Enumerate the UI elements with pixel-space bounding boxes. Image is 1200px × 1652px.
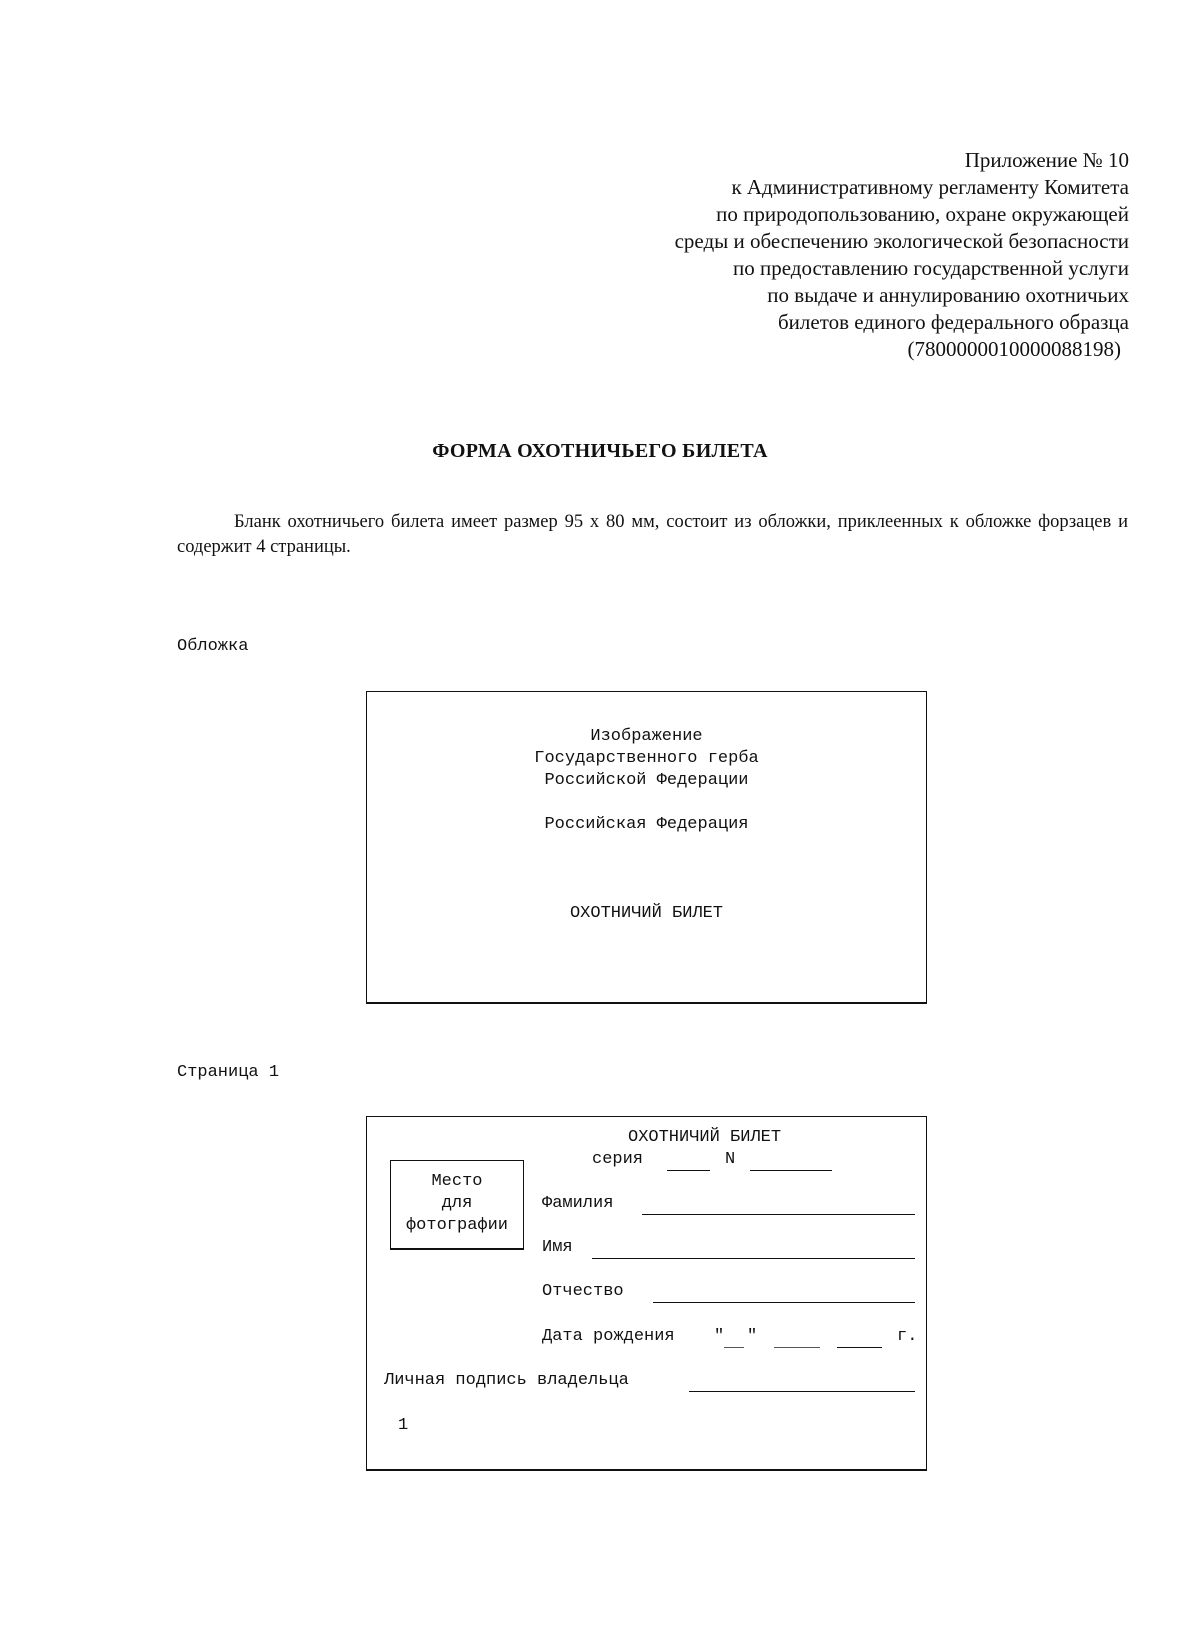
appendix-line: к Административному регламенту Комитета bbox=[731, 175, 1129, 199]
cover-ticket-title: ОХОТНИЧИЙ БИЛЕТ bbox=[569, 904, 724, 923]
series-field[interactable] bbox=[667, 1170, 710, 1171]
name-field[interactable] bbox=[592, 1258, 915, 1259]
appendix-line: билетов единого федерального образца bbox=[778, 310, 1129, 334]
photo-placeholder-line: для bbox=[441, 1194, 473, 1213]
surname-label: Фамилия bbox=[542, 1194, 614, 1213]
page1-label: Страница 1 bbox=[177, 1063, 280, 1082]
number-field[interactable] bbox=[750, 1170, 832, 1171]
page1-form bbox=[366, 1116, 927, 1471]
emblem-placeholder-line: Российской Федерации bbox=[544, 771, 749, 790]
birth-month-field[interactable] bbox=[774, 1347, 820, 1348]
name-label: Имя bbox=[542, 1238, 573, 1257]
number-label: N bbox=[725, 1150, 736, 1169]
surname-field[interactable] bbox=[642, 1214, 915, 1215]
photo-placeholder-line: фотографии bbox=[405, 1216, 509, 1235]
cover-country: Российская Федерация bbox=[544, 815, 749, 834]
appendix-line: Приложение № 10 bbox=[964, 148, 1129, 172]
appendix-line: среды и обеспечению экологической безопасности bbox=[674, 229, 1129, 253]
appendix-header bbox=[675, 147, 1129, 363]
birth-quote-open: " bbox=[714, 1327, 725, 1346]
document-title: ФОРМА ОХОТНИЧЬЕГО БИЛЕТА bbox=[432, 440, 768, 462]
series-label: серия bbox=[592, 1150, 644, 1169]
appendix-line: (7800000010000088198) bbox=[907, 337, 1121, 361]
birth-year-suffix: г. bbox=[897, 1327, 918, 1346]
emblem-placeholder-line: Изображение bbox=[590, 727, 703, 746]
photo-placeholder bbox=[390, 1160, 524, 1250]
birth-year-field[interactable] bbox=[837, 1347, 882, 1348]
birth-day-field[interactable] bbox=[724, 1347, 744, 1348]
photo-placeholder-line: Место bbox=[431, 1172, 483, 1191]
appendix-line: по природопользованию, охране окружающей bbox=[716, 202, 1129, 226]
birth-quote-close: " bbox=[747, 1327, 758, 1346]
page1-ticket-title: ОХОТНИЧИЙ БИЛЕТ bbox=[628, 1128, 782, 1147]
emblem-placeholder-line: Государственного герба bbox=[534, 749, 759, 768]
cover-form bbox=[366, 691, 927, 1004]
patronymic-field[interactable] bbox=[653, 1302, 915, 1303]
birth-date-label: Дата рождения bbox=[542, 1327, 675, 1346]
signature-label: Личная подпись владельца bbox=[384, 1371, 629, 1390]
patronymic-label: Отчество bbox=[542, 1282, 624, 1301]
cover-label: Обложка bbox=[177, 637, 249, 656]
signature-field[interactable] bbox=[689, 1391, 915, 1392]
intro-paragraph: Бланк охотничьего билета имеет размер 95 х 80 мм, состоит из обложки, приклеенных к обложке форзацев и содержит 4 страницы. bbox=[177, 512, 1128, 557]
appendix-line: по выдаче и аннулированию охотничьих bbox=[767, 283, 1129, 307]
page-number: 1 bbox=[398, 1416, 409, 1435]
appendix-line: по предоставлению государственной услуги bbox=[733, 256, 1129, 280]
